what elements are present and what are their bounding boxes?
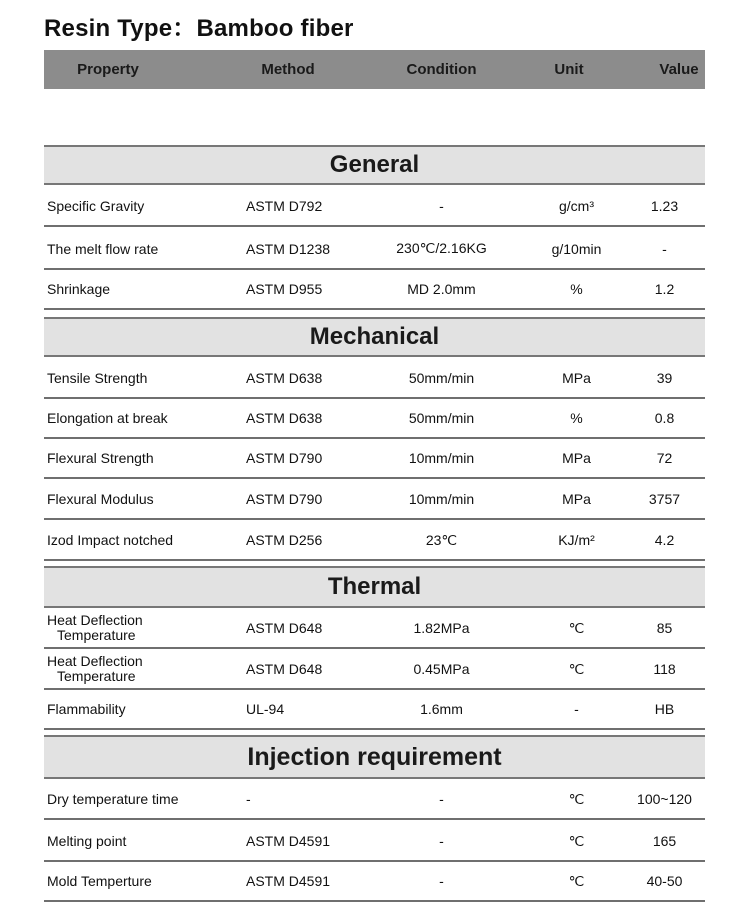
table-row <box>44 609 705 649</box>
cell-method: ASTM D790 <box>246 491 323 507</box>
cell-method: - <box>246 791 251 807</box>
cell-value: 40-50 <box>646 873 683 889</box>
section-header: Injection requirement <box>44 735 705 779</box>
cell-unit: KJ/m² <box>558 532 595 548</box>
cell-method: ASTM D648 <box>246 661 323 677</box>
cell-condition: - <box>439 791 444 807</box>
cell-unit: % <box>570 410 583 426</box>
cell-method: ASTM D4591 <box>246 833 331 849</box>
cell-property <box>44 613 219 643</box>
cell-value: - <box>662 240 667 257</box>
cell-unit: MPa <box>562 491 591 507</box>
table-row <box>44 399 705 439</box>
cell-value: 3757 <box>648 491 681 507</box>
table-row <box>44 521 705 561</box>
cell-property: Shrinkage <box>47 280 111 297</box>
cell-method: UL-94 <box>246 701 285 717</box>
cell-unit: MPa <box>562 450 591 466</box>
cell-unit: ℃ <box>568 832 585 849</box>
cell-property: Tensile Strength <box>47 370 148 386</box>
cell-condition: 230℃/2.16KG <box>396 240 487 256</box>
section-header: General <box>44 145 705 185</box>
cell-property: Flexural Strength <box>47 450 154 466</box>
header-unit: Unit <box>554 61 584 78</box>
header-property: Property <box>77 61 139 78</box>
cell-property-line2: Temperature <box>57 627 136 643</box>
cell-method: ASTM D790 <box>246 450 323 466</box>
cell-condition: 1.6mm <box>420 701 463 717</box>
cell-property-line1: Heat Deflection <box>47 612 143 628</box>
section-header: Mechanical <box>44 317 705 357</box>
cell-value: 1.23 <box>650 197 679 214</box>
cell-property-line1: Heat Deflection <box>47 653 143 669</box>
cell-unit: ℃ <box>568 660 585 677</box>
properties-table <box>44 50 705 909</box>
cell-property: Izod Impact notched <box>47 532 174 548</box>
cell-method: ASTM D955 <box>246 280 323 297</box>
section-header: Thermal <box>44 566 705 608</box>
cell-unit: % <box>570 280 583 297</box>
cell-unit: ℃ <box>568 619 585 636</box>
cell-condition: 1.82MPa <box>413 620 470 636</box>
cell-property: Mold Temperture <box>47 873 152 889</box>
cell-unit: g/10min <box>551 240 602 257</box>
cell-unit: - <box>574 701 579 717</box>
table-row <box>44 650 705 690</box>
table-row <box>44 690 705 730</box>
cell-method: ASTM D638 <box>246 370 323 386</box>
cell-method: ASTM D4591 <box>246 873 331 889</box>
cell-condition: 10mm/min <box>408 491 475 507</box>
header-value: Value <box>659 61 699 78</box>
cell-property: Flammability <box>47 701 126 717</box>
cell-condition: 50mm/min <box>408 410 475 426</box>
table-row <box>44 439 705 479</box>
cell-unit: MPa <box>562 370 591 386</box>
cell-value: 4.2 <box>654 532 675 548</box>
cell-condition: 10mm/min <box>408 450 475 466</box>
cell-condition: 50mm/min <box>408 370 475 386</box>
table-row <box>44 359 705 399</box>
cell-unit: g/cm³ <box>559 197 594 214</box>
cell-value: 100~120 <box>637 791 692 807</box>
cell-property: The melt flow rate <box>47 240 159 257</box>
cell-unit: ℃ <box>568 790 585 807</box>
cell-property-line2: Temperature <box>57 668 136 684</box>
cell-condition: - <box>439 197 444 214</box>
cell-value: 39 <box>656 370 673 386</box>
cell-value: 165 <box>652 833 677 849</box>
cell-method: ASTM D1238 <box>246 240 331 257</box>
cell-condition: - <box>439 873 444 889</box>
cell-property: Elongation at break <box>47 410 168 426</box>
cell-value: 85 <box>656 620 673 636</box>
cell-property: Flexural Modulus <box>47 491 154 507</box>
cell-condition: 23℃ <box>425 531 458 548</box>
table-body <box>44 89 705 909</box>
cell-value: 118 <box>653 661 676 677</box>
cell-value: 72 <box>656 450 673 466</box>
table-row <box>44 822 705 862</box>
cell-condition: 0.45MPa <box>413 661 470 677</box>
table-header <box>44 50 705 89</box>
header-condition: Condition <box>406 61 477 78</box>
cell-value: 1.2 <box>654 280 675 297</box>
cell-property: Dry temperature time <box>47 791 179 807</box>
table-row <box>44 229 705 270</box>
cell-method: ASTM D638 <box>246 410 323 426</box>
cell-condition: - <box>439 833 444 849</box>
table-row <box>44 480 705 520</box>
cell-method: ASTM D792 <box>246 197 323 214</box>
cell-property <box>44 654 219 684</box>
table-row <box>44 186 705 227</box>
page-title: Resin Type：Bamboo fiber <box>44 15 354 42</box>
cell-unit: ℃ <box>568 872 585 889</box>
cell-method: ASTM D648 <box>246 620 323 636</box>
cell-property: Specific Gravity <box>47 197 145 214</box>
table-row <box>44 780 705 820</box>
cell-condition: MD 2.0mm <box>407 280 476 297</box>
table-row <box>44 862 705 902</box>
cell-value: HB <box>654 701 675 717</box>
table-row <box>44 269 705 310</box>
cell-value: 0.8 <box>654 410 675 426</box>
header-method: Method <box>261 61 315 78</box>
cell-property: Melting point <box>47 833 127 849</box>
cell-method: ASTM D256 <box>246 532 323 548</box>
